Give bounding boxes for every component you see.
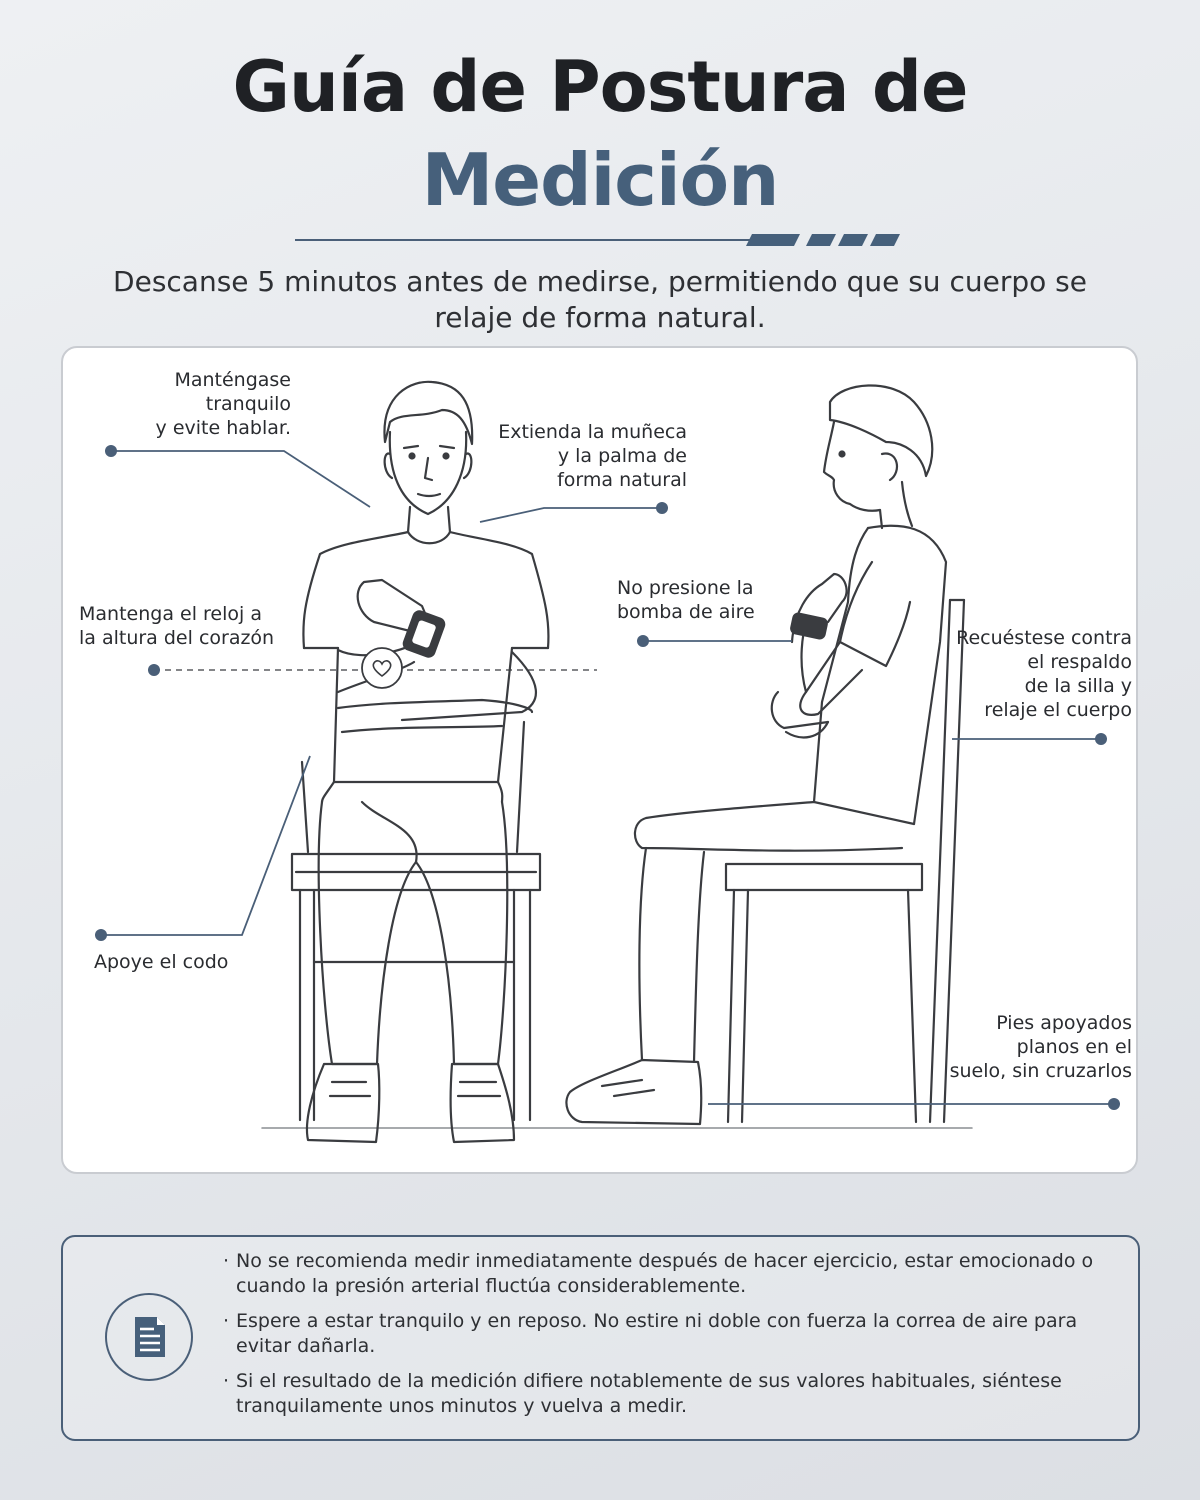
label-lean-back: Recuéstese contra el respaldo de la silla y relaje el cuerpo bbox=[956, 627, 1132, 721]
label-no-press-pump: No presione la bomba de aire bbox=[617, 577, 755, 623]
title-line-2: Medición bbox=[421, 138, 779, 222]
note-item: · Espere a estar tranquilo y en reposo. No estire ni doble con fuerza la correa de aire para evitar dañarla. bbox=[223, 1309, 1103, 1359]
document-icon bbox=[107, 1295, 191, 1379]
note-item: · No se recomienda medir inmediatamente después de hacer ejercicio, estar emocionado o cuando la presión arterial fluctúa considerablemente. bbox=[223, 1249, 1103, 1299]
notes-box bbox=[61, 1235, 1140, 1441]
illustration-panel bbox=[61, 346, 1138, 1174]
label-stay-calm: Manténgase tranquilo y evite hablar. bbox=[155, 369, 291, 439]
subtitle: Descanse 5 minutos antes de medirse, permitiendo que su cuerpo se relaje de forma natural. bbox=[113, 265, 1087, 334]
title-line-1: Guía de Postura de bbox=[232, 46, 968, 128]
notes-list bbox=[223, 1249, 1103, 1429]
heart-icon bbox=[360, 646, 404, 690]
note-item: · Si el resultado de la medición difiere notablemente de sus valores habituales, siéntese tranquilamente unos minutos y vuelva a medir. bbox=[223, 1369, 1103, 1419]
label-heart-level: Mantenga el reloj a la altura del corazón bbox=[79, 603, 275, 649]
label-feet-flat: Pies apoyados planos en el suelo, sin cruzarlos bbox=[949, 1012, 1132, 1082]
label-extend-wrist: Extienda la muñeca y la palma de forma natural bbox=[498, 421, 687, 491]
label-support-elbow: Apoye el codo bbox=[94, 951, 229, 973]
title-divider bbox=[0, 226, 1200, 256]
document-badge bbox=[105, 1293, 193, 1381]
